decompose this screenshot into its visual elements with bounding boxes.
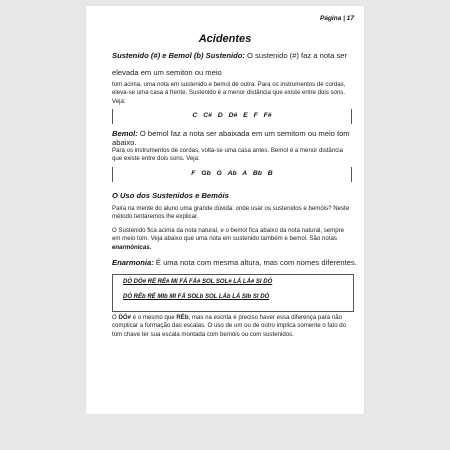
final-mid: é o mesmo que <box>130 314 177 321</box>
sharp-notes-box <box>112 109 352 124</box>
uso-heading: O Uso dos Sustenidos e Bemóis <box>112 191 229 200</box>
enharmonic-sharps-line: DÓ DÓ# RÉ RÉ# MI FÁ FÁ# SOL SOL# LÁ LÁ# SI DÓ <box>123 279 273 285</box>
sharp-notes: C C# D D# E F F# <box>192 112 272 119</box>
page-number: Página | 17 <box>320 15 354 22</box>
flat-notes-box <box>112 167 352 182</box>
final-bold-dosharp: DÓ# <box>118 314 131 321</box>
bemol-line1: O bemol faz a nota ser abaixada em um semitom ou meio tom <box>137 129 350 138</box>
bemol-intro-line <box>112 129 352 138</box>
sustenido-paragraph: tom acima, uma nota em sustenido e bemol de outra. Para os instrumentos de cordas, eleva-se uma casa à frente. Sustenido é a menor distância que existe entre dois sons. Veja: <box>112 81 346 105</box>
enarmonia-label: Enarmonia: <box>112 258 154 267</box>
enarmonicas-term: enarmônicas. <box>112 243 152 251</box>
uso-paragraph-2-text: O Sustenido fica acima da nota natural, e o bemol fica abaixo da nota natural, sempre em meio tom. Veja abaixo que uma nota em sustenido também e bemol. São notas <box>112 227 345 243</box>
enharmonic-flats-line: DÓ RÉb RÉ MIb MI FÁ SOLb SOL LÁb LÁ SIb SI DÓ <box>123 294 270 300</box>
final-pre: O <box>112 314 119 321</box>
bemol-paragraph: Para os instrumentos de cordas, volta-se uma casa antes. Bemol é a menor distância que existe entre dois sons. Veja: <box>112 147 344 163</box>
final-rest: , mas na escrita é preciso haver essa diferença para não complicar a formação das escalas. O uso de um ou de outro implica somente o fato do tom chave ter sua escala montada com bemóis ou com sustenidos. <box>112 314 347 338</box>
page-title: Acidentes <box>198 33 252 45</box>
uso-paragraph-1: Paira na mente do aluno uma grande dúvida: onde usar os sustenidos e bemóis? Neste método tentaremos lhe explicar. <box>112 205 350 221</box>
sustenido-label: Sustenido (#) e Bemol (b) Sustenido: <box>112 51 245 60</box>
document-page <box>86 6 364 414</box>
sustenido-intro-line <box>112 51 352 60</box>
uso-paragraph-2 <box>112 227 352 252</box>
enarmonia-definition: É uma nota com mesma altura, mas com nomes diferentes. <box>153 258 357 267</box>
bemol-label: Bemol: <box>112 129 138 138</box>
sustenido-line2: elevada em um semiton ou meio <box>112 68 222 77</box>
sustenido-line1: O sustenido (#) faz a nota ser <box>244 51 348 60</box>
enharmonic-table-box <box>112 274 354 312</box>
bemol-line2: abaixo. <box>112 138 137 147</box>
flat-notes: F Gb G Ab A Bb B <box>191 170 273 177</box>
enarmonia-line <box>112 258 357 267</box>
final-paragraph <box>112 314 356 339</box>
final-bold-reflat: RÉb <box>176 314 189 321</box>
